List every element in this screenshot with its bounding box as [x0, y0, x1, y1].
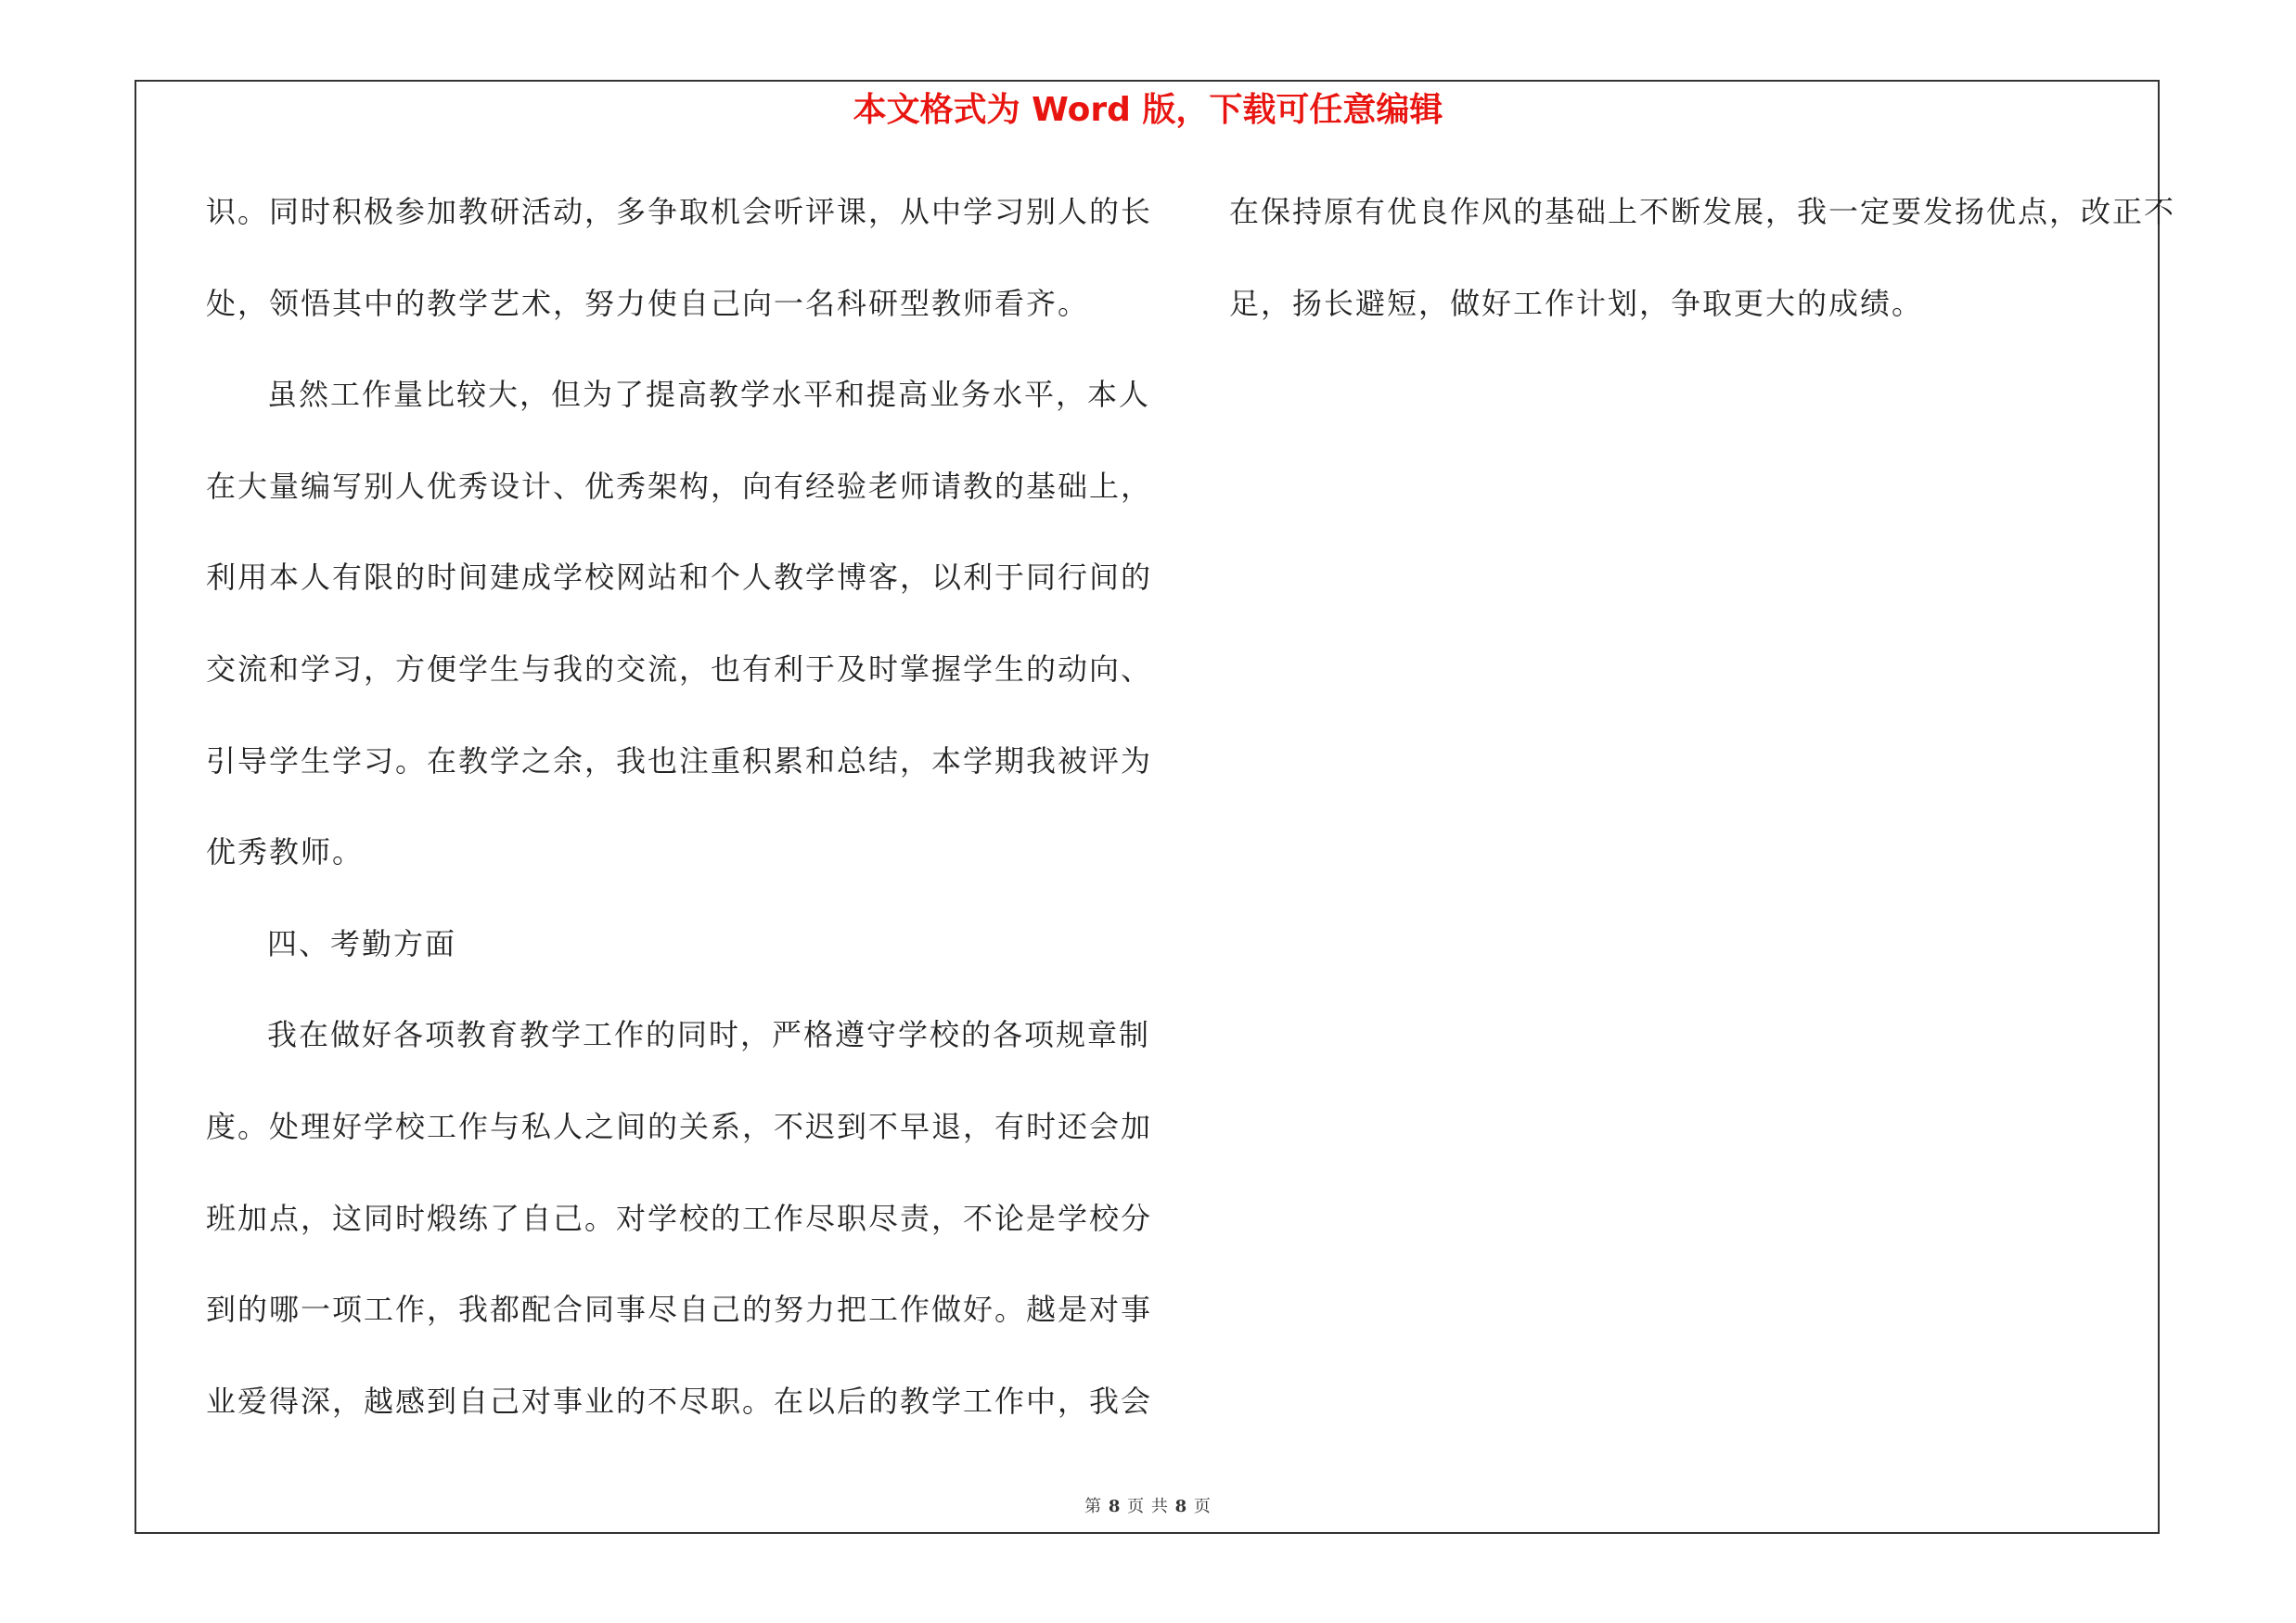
- text-line: 利用本人有限的时间建成学校网站和个人教学博客，以利于同行间的: [206, 560, 1153, 596]
- left-column: [206, 182, 1152, 1462]
- text-line: 班加点，这同时煅练了自己。对学校的工作尽职尽责，不论是学校分: [206, 1200, 1153, 1236]
- format-banner: 本文格式为 Word 版，下载可任意编辑: [853, 91, 1443, 129]
- footer-prefix: 第: [1084, 1497, 1103, 1516]
- text-line: 优秀教师。: [206, 834, 365, 870]
- text-line: 度。处理好学校工作与私人之间的关系，不迟到不早退，有时还会加: [206, 1108, 1153, 1144]
- text-line: 处，领悟其中的教学艺术，努力使自己向一名科研型教师看齐。: [206, 285, 1090, 321]
- paragraph-start-line: 我在做好各项教育教学工作的同时，严格遵守学校的各项规章制: [267, 1017, 1151, 1053]
- page-footer: [0, 1496, 2296, 1518]
- text-line: 业爱得深，越感到自己对事业的不尽职。在以后的教学工作中，我会: [206, 1383, 1153, 1419]
- footer-middle: 页 共: [1127, 1497, 1169, 1516]
- footer-suffix: 页: [1193, 1497, 1212, 1516]
- text-line: 到的哪一项工作，我都配合同事尽自己的努力把工作做好。越是对事: [206, 1292, 1153, 1328]
- text-line: 交流和学习，方便学生与我的交流，也有利于及时掌握学生的动向、: [206, 650, 1153, 687]
- section-heading: 四、考勤方面: [267, 925, 457, 961]
- paragraph-start-line: 虽然工作量比较大，但为了提高教学水平和提高业务水平，本人: [267, 377, 1151, 413]
- text-line: 在保持原有优良作风的基础上不断发展，我一定要发扬优点，改正不: [1229, 194, 2176, 229]
- total-page-count: 8: [1174, 1497, 1188, 1516]
- current-page-number: 8: [1108, 1497, 1122, 1516]
- right-column: [1229, 182, 2176, 365]
- text-line: 引导学生学习。在教学之余，我也注重积累和总结，本学期我被评为: [206, 742, 1153, 779]
- text-line: 足，扬长避短，做好工作计划，争取更大的成绩。: [1229, 285, 1924, 321]
- text-line: 识。同时积极参加教研活动，多争取机会听评课，从中学习别人的长: [206, 194, 1153, 229]
- text-line: 在大量编写别人优秀设计、优秀架构，向有经验老师请教的基础上，: [206, 468, 1153, 504]
